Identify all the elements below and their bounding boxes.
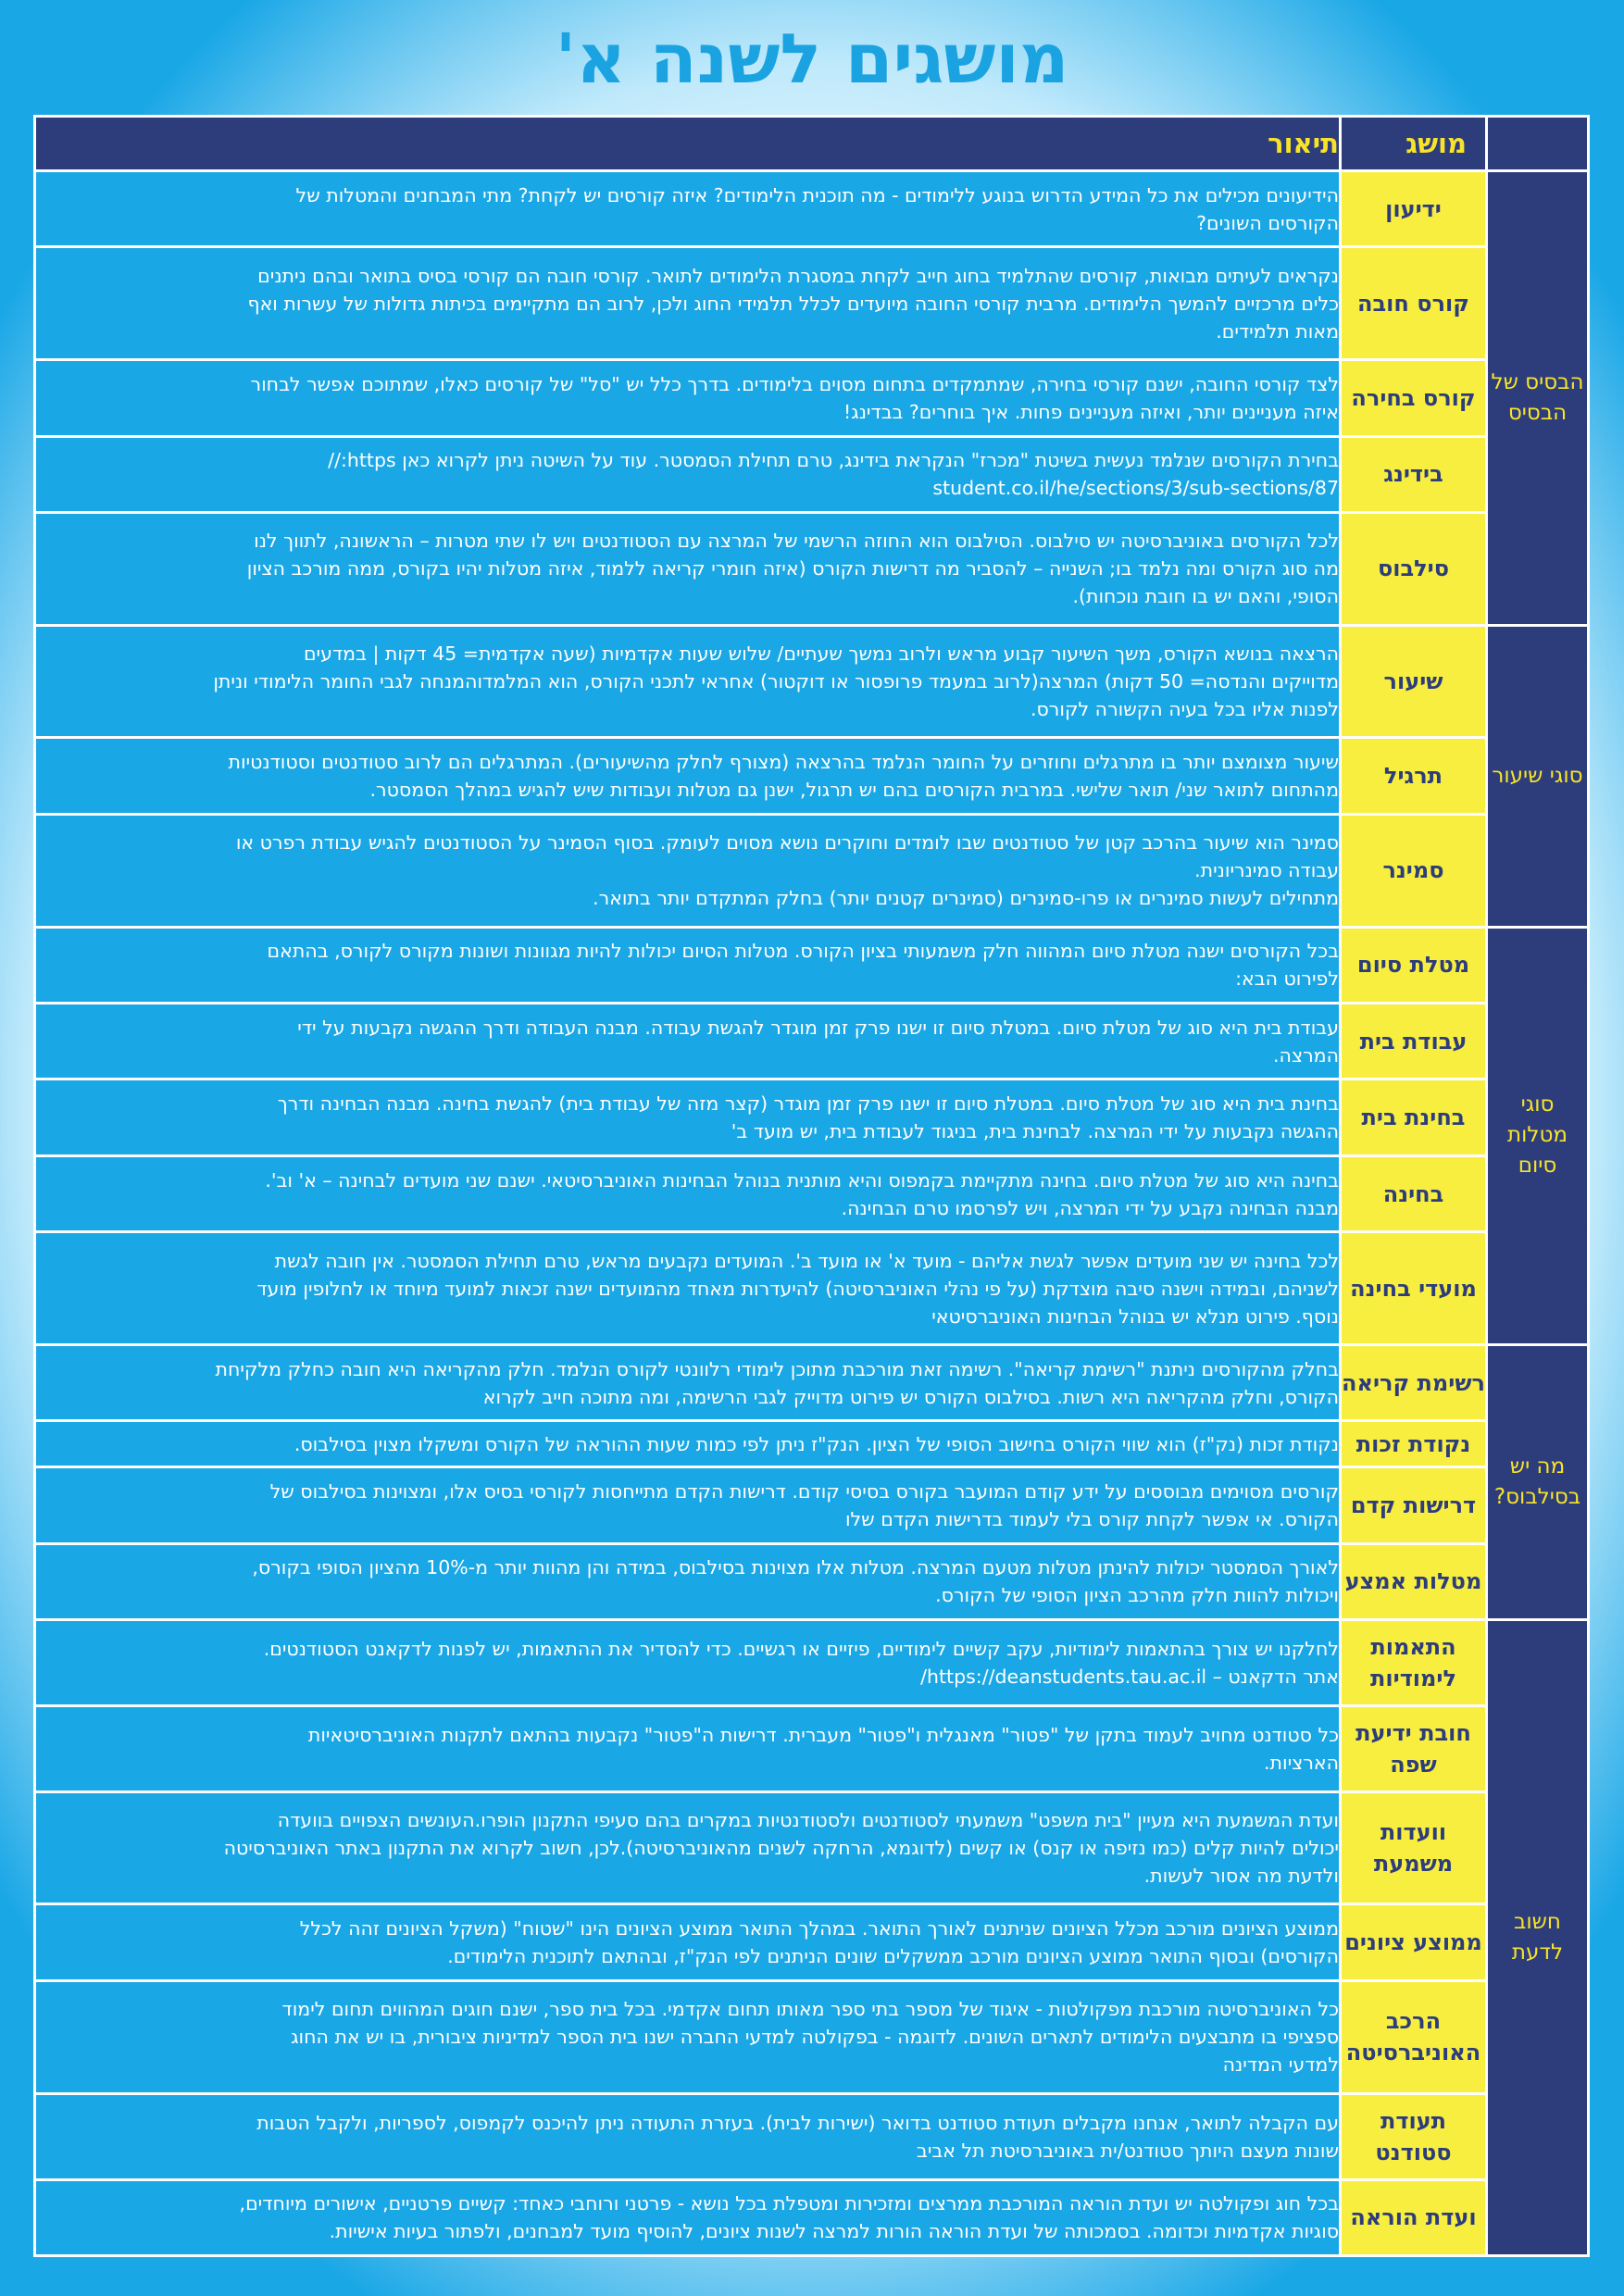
description-cell xyxy=(35,1980,1341,2093)
table-row xyxy=(35,360,1589,436)
term-cell: סילבוס xyxy=(1341,513,1487,626)
description-cell xyxy=(35,814,1341,927)
glossary-body xyxy=(35,171,1589,2256)
table-row xyxy=(35,2093,1589,2179)
description-line: בכל הקורסים ישנה מטלת סיום המהווה חלק משמעותי בציון הקורס. מטלות הסיום יכולות להיות מגוונות ושונות מקורס לקורס, בהתאם xyxy=(267,940,1339,963)
term-cell: סמינר xyxy=(1341,814,1487,927)
description-cell xyxy=(35,1344,1341,1420)
description-line: לכל הקורסים באוניברסיטה יש סילבוס. הסילבוס הוא החוזה הרשמי של המרצה עם הסטודנטים ויש לו שתי מטרות – הראשונה, לתווך לנו xyxy=(254,530,1339,553)
description-line: לחלקנו יש צורך בהתאמות לימודיות, עקב קשיים לימודיים, פיזיים או רגשיים. כדי להסדיר את ההתאמות, יש לפנות לדקאנט הסטודנטים. xyxy=(263,1637,1339,1660)
table-row xyxy=(35,1543,1589,1619)
term-column-header: מושג xyxy=(1341,117,1487,171)
description-line: student.co.il/he/sections/3/sub-sections/87 xyxy=(932,477,1339,500)
description-line: לצד קורסי החובה, ישנם קורסי בחירה, שמתמקדים בתחום מסוים בלימודים. בדרך כלל יש "סל" של קורסים כאלו, שמתוכם אפשר לבחור xyxy=(250,372,1339,395)
term-cell: בידינג xyxy=(1341,436,1487,512)
description-line: בחלק מהקורסים ניתנת "רשימת קריאה". רשימה זאת מורכבת מתוכן לימודי רלוונטי לקורס הנלמד. חלק מהקריאה היא חובה כחלק מלקיחת xyxy=(215,1357,1339,1380)
description-line: כלים מרכזיים להמשך הלימודים. מרבית קורסי החובה מיועדים לכלל תלמידי החוג ולכן, לרוב הם מתקיימים בכיתות גדולות של עשרות ואף xyxy=(247,292,1339,315)
description-line: כל האוניברסיטה מורכבת מפקולטות - איגוד של מספר בתי ספר מאותו תחום אקדמי. בכל בית ספר, ישנם חוגים המהווים תחום לימוד xyxy=(281,1998,1339,2021)
term-cell: דרישות קדם xyxy=(1341,1467,1487,1543)
description-line: קורסים מסוימים מבוססים על ידע קודם המועבר בקורס בסיסי קודם. דרישות הקדם מתייחסות לקורסי בסיס אלו, ומצוינות בסילבוס של xyxy=(269,1479,1339,1503)
term-cell: הרכב האוניברסיטה xyxy=(1341,1980,1487,2093)
description-line: ספציפי בו מתבצעים הלימודים לתארים השונים. לדוגמה - בפקולטה למדעי החברה ישנו בית הספר למדיניות ציבורית, בו יש את החוג xyxy=(291,2026,1339,2049)
table-row xyxy=(35,436,1589,512)
term-cell: קורס בחירה xyxy=(1341,360,1487,436)
table-row xyxy=(35,171,1589,247)
table-row xyxy=(35,1079,1589,1155)
term-cell: ועדת הוראה xyxy=(1341,2179,1487,2256)
description-line: הרצאה בנושא הקורס, משך השיעור קבוע מראש ולרוב נמשך שעתיים/ שלוש שעות אקדמיות (שעה אקדמית= 45 דקות | במדעים xyxy=(303,643,1339,666)
term-cell: מועדי בחינה xyxy=(1341,1232,1487,1345)
description-cell xyxy=(35,1232,1341,1345)
table-row xyxy=(35,247,1589,360)
description-line: עם הקבלה לתואר, אנחנו מקבלים תעודת סטודנט בדואר (ישירות לבית). בעזרת התעודה ניתן להיכנס לקמפוס, לספריות, ולקבל הטבות xyxy=(256,2111,1339,2134)
description-line: נקודת זכות (נק"ז) הוא שווי הקורס בחישוב הסופי של הציון. הנק"ז ניתן לפי כמות שעות ההוראה של הקורס ומשקלו מצוין בסילבוס. xyxy=(294,1432,1339,1455)
description-cell xyxy=(35,738,1341,814)
description-line: בכל חוג ופקולטה יש ועדת הוראה המורכבת ממרצים ומזכירות ומטפלת בכל נושא - פרטני ורוחבי כאחד: קשיים פרטניים, אישורים מיוחדים, xyxy=(239,2192,1339,2215)
description-line: נקראים לעיתים מבואות, קורסים שהתלמיד בחוג חייב לקחת במסגרת הלימודים לתואר. קורסי חובה הם קורסי בסיס בתואר ובהם ניתנים xyxy=(257,264,1339,287)
table-row xyxy=(35,1619,1589,1705)
description-line: שונות מעצם היותך סטודנט/ית באוניברסיטת תל אביב xyxy=(916,2139,1339,2162)
term-cell: מטלות אמצע xyxy=(1341,1543,1487,1619)
term-cell: נקודת זכות xyxy=(1341,1421,1487,1467)
term-cell: התאמות לימודיות xyxy=(1341,1619,1487,1705)
description-line: הארציות. xyxy=(1264,1751,1339,1774)
table-row xyxy=(35,814,1589,927)
page-title: מושגים לשנה א' xyxy=(555,19,1069,99)
description-line: נוסף. פירוט מנלא יש בנוהל הבחינות האוניברסיטאי xyxy=(931,1304,1339,1328)
description-cell xyxy=(35,360,1341,436)
table-row xyxy=(35,1467,1589,1543)
table-row xyxy=(35,1705,1589,1791)
description-line: לפנות אליו בכל בעיה הקשורה לקורס. xyxy=(1030,698,1339,721)
description-cell xyxy=(35,1079,1341,1155)
table-row xyxy=(35,1791,1589,1904)
description-cell xyxy=(35,2179,1341,2256)
description-cell xyxy=(35,1421,1341,1467)
category-label: חשוב לדעת xyxy=(1487,1619,1589,2255)
term-cell: קורס חובה xyxy=(1341,247,1487,360)
description-line: המרצה. xyxy=(1273,1043,1339,1067)
description-line: אתר הדקאנט – https://deanstudents.tau.ac.il/ xyxy=(920,1665,1339,1688)
description-line: הקורסים) ובסוף התואר ממוצע הציונים מורכב ממשקלים שונים הניתנים לפי הנק"ז, ובהתאם לתוכנית הלימודים. xyxy=(447,1945,1339,1968)
description-cell xyxy=(35,1003,1341,1079)
description-cell xyxy=(35,247,1341,360)
term-cell: תעודת סטודנט xyxy=(1341,2093,1487,2179)
description-line: לכל בחינה יש שני מועדים אפשר לגשת אליהם - מועד א' או מועד ב'. המועדים נקבעים מראש, טרם תחילת הסמסטר. אין חובה לגשת xyxy=(274,1249,1339,1272)
description-cell xyxy=(35,1467,1341,1543)
description-line: ממוצע הציונים מורכב מכלל הציונים שניתנים לאורך התואר. במהלך התואר ממוצע הציונים הינו "שטוח" (משקל הציונים זהה לכלל xyxy=(299,1917,1339,1940)
description-cell xyxy=(35,2093,1341,2179)
term-cell: בחינה xyxy=(1341,1155,1487,1231)
description-line: עבודת בית היא סוג של מטלת סיום. במטלת סיום זו ישנו פרק זמן מוגדר להגשת עבודה. מבנה העבודה ודרך ההגשה נקבעות על ידי xyxy=(297,1016,1339,1039)
table-row xyxy=(35,1344,1589,1420)
description-line: עבודה סמינריונית. xyxy=(1194,859,1339,882)
description-line: סמינר הוא שיעור בהרכב קטן של סטודנטים שבו לומדים וחוקרים נושא מסוים לעומק. בסוף הסמינר על הסטודנטים להגיש עבודת רפרט או xyxy=(235,831,1339,855)
term-cell: ידיעון xyxy=(1341,171,1487,247)
description-line: כל סטודנט מחויב לעמוד בתקן של "פטור" מאנגלית ו"פטור" מעברית. דרישות ה"פטור" נקבעות בהתאם לתקנות האוניברסיטאיות xyxy=(307,1723,1339,1746)
description-line: מבנה הבחינה נקבע על ידי המרצה, ויש לפרסמו טרם הבחינה. xyxy=(841,1196,1339,1219)
description-line: מאות תלמידים. xyxy=(1216,319,1339,343)
category-label: מה יש בסילבוס? xyxy=(1487,1344,1589,1619)
description-line: סוגיות אקדמיות וכדומה. בסמכותה של ועדת הוראה הורות למרצה לשנות ציונים, להוסיף מועד למבחנים, ולפתור בעיות אישיות. xyxy=(329,2220,1339,2243)
description-line: בחינת בית היא סוג של מטלת סיום. במטלת סיום זו ישנו פרק זמן מוגדר (קצר מזה של עבודת בית) להגשת בחינה. מבנה הבחינה ודרך xyxy=(277,1092,1339,1116)
description-line: הקורס, וחלק מהקריאה היא רשות. בסילבוס הקורס יש פירוט מדוייק לגבי הרשימה, ומה מתוכה חייב לקרוא xyxy=(482,1385,1339,1408)
table-row xyxy=(35,513,1589,626)
description-line: מדוייקים והנדסה= 50 דקות) המרצה(לרוב במעמד פרופסור או דוקטור) אחראי לתכני הקורס, הוא המלמדוהמנחה לגבי החומר הלימודי וניתן xyxy=(213,670,1339,693)
description-line: מהתחום לתואר שני/ תואר שלישי. במרבית הקורסים בהם יש תרגול, ישנן גם מטלות ועבודות שיש להגיש במהלך הסמסטר. xyxy=(369,779,1339,802)
description-line: שיעור מצומצם יותר בו מתרגלים וחוזרים על החומר הנלמד בהרצאה (מצורף לחלק מהשיעורים). המתרגלים הם לרוב סטודנטים וסטודנטיות xyxy=(228,751,1339,774)
description-line: לשניהם, ובמידה וישנה סיבה מוצדקת (על פי נהלי האוניברסיטה) להיעדרות מאחד מהמועדים ישנה זכאות למועד מיוחד או לחלופין מועד xyxy=(256,1277,1339,1300)
category-column-header xyxy=(1487,117,1589,171)
table-row xyxy=(35,738,1589,814)
description-cell xyxy=(35,436,1341,512)
description-line: הסופי, והאם יש בו חובת נוכחות). xyxy=(1072,585,1339,608)
table-row xyxy=(35,2179,1589,2256)
table-row xyxy=(35,1232,1589,1345)
description-cell xyxy=(35,171,1341,247)
description-column-header: תיאור xyxy=(35,117,1341,171)
description-line: ההגשה נקבעות על ידי המרצה. לבחינת בית, בניגוד לעבודת בית, יש מועד ב' xyxy=(731,1120,1339,1143)
term-cell: וועדות משמעת xyxy=(1341,1791,1487,1904)
description-cell xyxy=(35,513,1341,626)
table-row xyxy=(35,1421,1589,1467)
description-cell xyxy=(35,1155,1341,1231)
category-label: סוגי מטלות סיום xyxy=(1487,927,1589,1344)
description-line: ויכולות להוות חלק מהרכב הציון הסופי של הקורס. xyxy=(935,1584,1339,1607)
description-line: לאורך הסמסטר יכולות להינתן מטלות מטעם המרצה. מטלות אלו מצוינות בסילבוס, במידה והן מהוות יותר מ-10% מהציון הסופי בקורס, xyxy=(252,1556,1339,1579)
description-cell xyxy=(35,1705,1341,1791)
term-cell: רשימת קריאה xyxy=(1341,1344,1487,1420)
description-line: איזה מעניינים יותר, ואיזה מעניינים פחות. איך בוחרים? בבדינג! xyxy=(843,400,1339,423)
description-line: יכולים להיות קלים (כמו נזיפה או קנס) או קשים (לדוגמא, הרחקה לשנים מהאוניברסיטה).לכן, חשוב לקרוא את התקנון באתר האוניברסיטה xyxy=(223,1837,1339,1860)
term-cell: עבודת בית xyxy=(1341,1003,1487,1079)
table-row xyxy=(35,625,1589,738)
description-line: ועדת המשמעת היא מעיין "בית משפט" משמעתי לסטודנטים ולסטודנטיות במקרים בהם סעיפי התקנון הופרו.העונשים הצפויים בוועדה xyxy=(277,1809,1339,1832)
description-cell xyxy=(35,1619,1341,1705)
term-cell: בחינת בית xyxy=(1341,1079,1487,1155)
table-row xyxy=(35,1980,1589,2093)
description-line: לפירוט הבא: xyxy=(1235,967,1339,991)
description-cell xyxy=(35,1791,1341,1904)
description-line: בחינה היא סוג של מטלת סיום. בחינה מתקיימת בקמפוס והיא מותנית בנוהל הבחינות האוניברסיטאי. ישנם שני מועדים לבחינה – א' וב'. xyxy=(265,1168,1339,1192)
description-line: מה סוג הקורס ומה נלמד בו; השנייה – להסביר מה דרישות הקורס (איזה חומרי קריאה ללמוד, איזה מטלות יהיו בקורס, ממה מורכב הציון xyxy=(246,557,1339,580)
description-line: בחירת הקורסים שנלמד נעשית בשיטת "מכרז" הנקראת בידינג, טרם תחילת הסמסטר. עוד על השיטה ניתן לקרוא כאן https:// xyxy=(328,449,1339,472)
description-line: הקורסים השונים? xyxy=(1196,211,1339,234)
term-cell: מטלת סיום xyxy=(1341,927,1487,1003)
table-row xyxy=(35,927,1589,1003)
description-cell xyxy=(35,625,1341,738)
term-cell: תרגיל xyxy=(1341,738,1487,814)
description-line: למדעי המדינה xyxy=(1222,2053,1339,2077)
glossary-table xyxy=(33,115,1590,2257)
description-line: הקורס. אי אפשר לקחת קורס בלי לעמוד בדרישות הקדם שלו xyxy=(844,1507,1339,1530)
table-row xyxy=(35,1904,1589,1980)
header-row xyxy=(35,117,1589,171)
description-line: הידיעונים מכילים את כל המידע הדרוש בנוגע ללימודים - מה תוכנית הלימודים? איזה קורסים יש לקחת? מתי המבחנים והמטלות של xyxy=(295,183,1339,206)
table-row xyxy=(35,1003,1589,1079)
table-row xyxy=(35,1155,1589,1231)
description-cell xyxy=(35,1904,1341,1980)
description-cell xyxy=(35,1543,1341,1619)
category-label: סוגי שיעור xyxy=(1487,625,1589,927)
description-cell xyxy=(35,927,1341,1003)
category-label: הבסיס של הבסיס xyxy=(1487,171,1589,626)
term-cell: חובת ידיעת שפה xyxy=(1341,1705,1487,1791)
term-cell: ממוצע ציונים xyxy=(1341,1904,1487,1980)
description-line: ולדעת מה אסור לעשות. xyxy=(1143,1865,1339,1888)
term-cell: שיעור xyxy=(1341,625,1487,738)
description-line: מתחילים לעשות סמינרים או פרו-סמינרים (סמינרים קטנים יותר) בחלק המתקדם יותר בתואר. xyxy=(593,887,1339,910)
